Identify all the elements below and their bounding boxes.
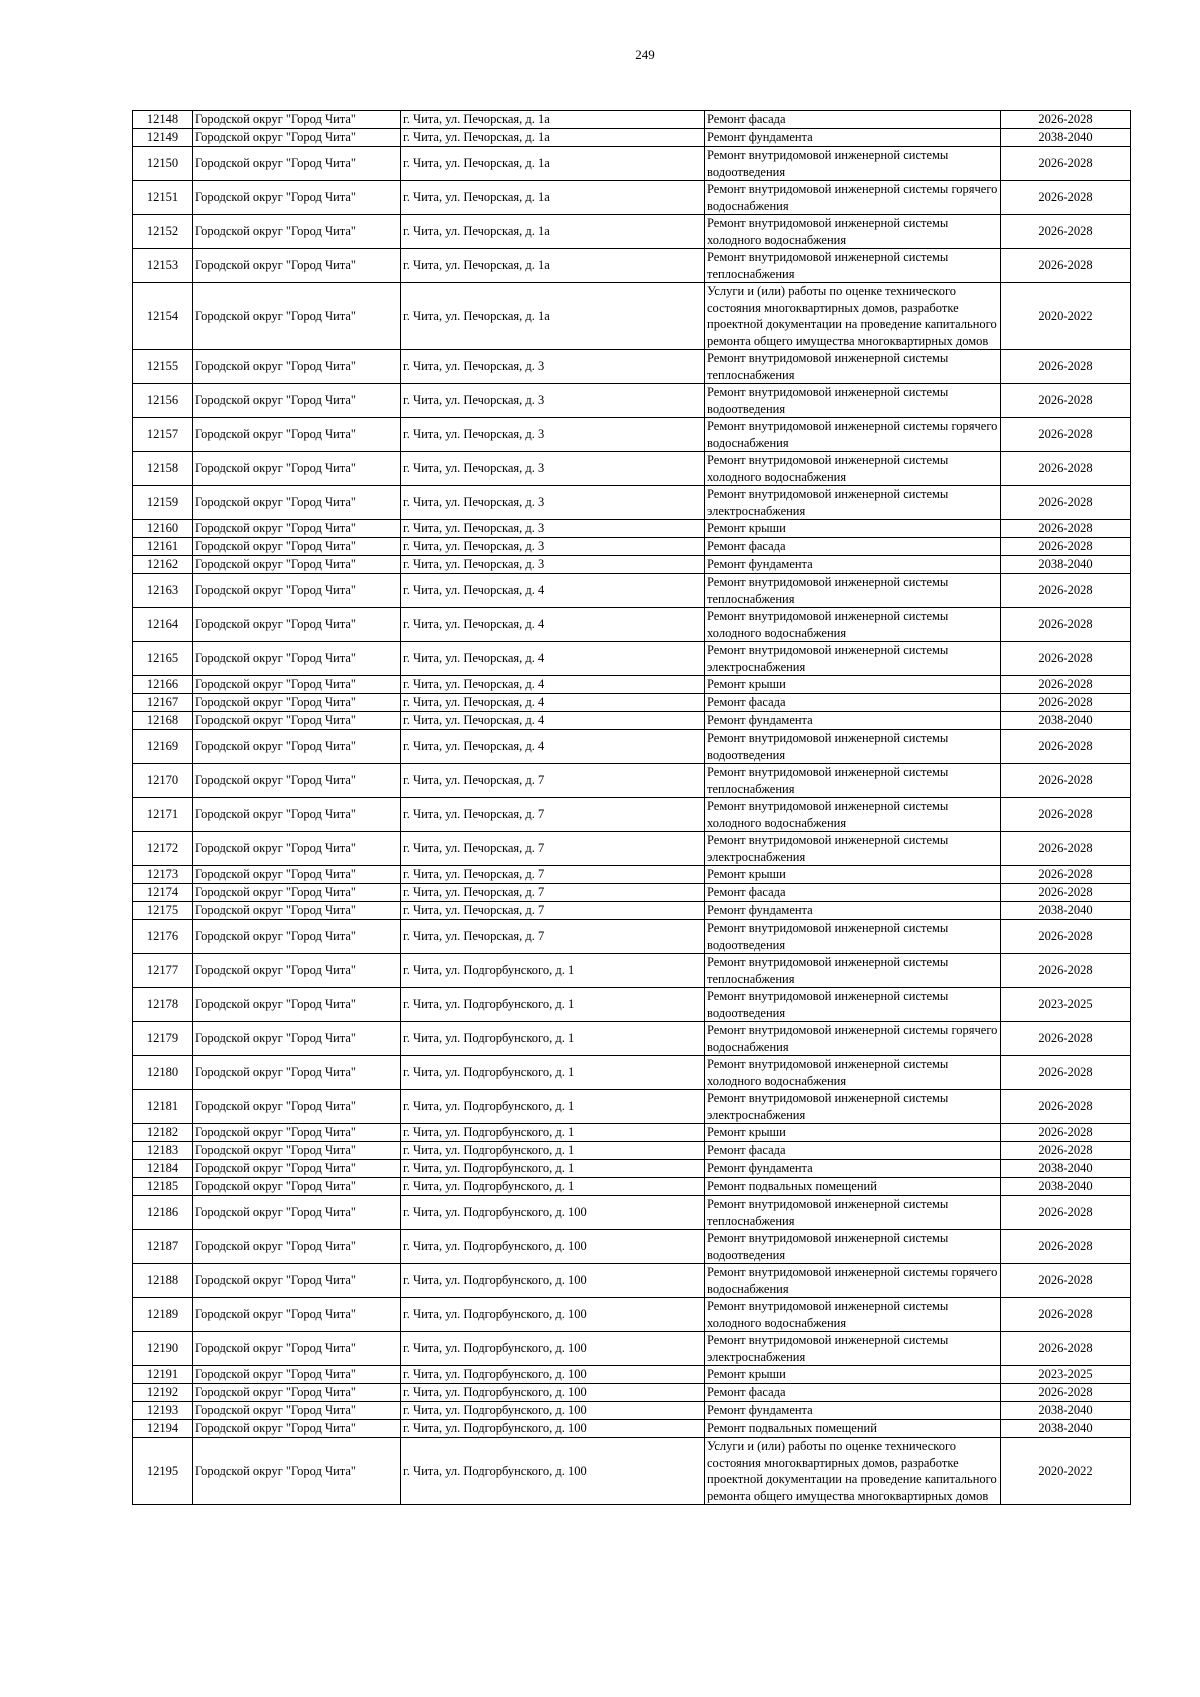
address-cell: г. Чита, ул. Подгорбунского, д. 1 xyxy=(401,1124,705,1142)
municipality-cell: Городской округ "Город Чита" xyxy=(193,642,401,676)
work-type-cell: Ремонт внутридомовой инженерной системы водоотведения xyxy=(705,1230,1001,1264)
table-row xyxy=(133,350,1131,384)
row-number-cell: 12187 xyxy=(133,1230,193,1264)
table-row xyxy=(133,1056,1131,1090)
address-cell: г. Чита, ул. Подгорбунского, д. 1 xyxy=(401,1022,705,1056)
period-cell: 2026-2028 xyxy=(1001,1142,1131,1160)
work-type-cell: Ремонт внутридомовой инженерной системы электроснабжения xyxy=(705,1332,1001,1366)
register-table xyxy=(132,110,1131,1505)
address-cell: г. Чита, ул. Печорская, д. 7 xyxy=(401,884,705,902)
row-number-cell: 12181 xyxy=(133,1090,193,1124)
municipality-cell: Городской округ "Город Чита" xyxy=(193,1142,401,1160)
period-cell: 2026-2028 xyxy=(1001,1022,1131,1056)
municipality-cell: Городской округ "Город Чита" xyxy=(193,129,401,147)
municipality-cell: Городской округ "Город Чита" xyxy=(193,988,401,1022)
table-row xyxy=(133,1230,1131,1264)
address-cell: г. Чита, ул. Подгорбунского, д. 100 xyxy=(401,1366,705,1384)
municipality-cell: Городской округ "Город Чита" xyxy=(193,866,401,884)
row-number-cell: 12154 xyxy=(133,283,193,350)
work-type-cell: Ремонт подвальных помещений xyxy=(705,1178,1001,1196)
row-number-cell: 12160 xyxy=(133,520,193,538)
municipality-cell: Городской округ "Город Чита" xyxy=(193,902,401,920)
period-cell: 2023-2025 xyxy=(1001,988,1131,1022)
address-cell: г. Чита, ул. Печорская, д. 7 xyxy=(401,920,705,954)
address-cell: г. Чита, ул. Подгорбунского, д. 1 xyxy=(401,1090,705,1124)
period-cell: 2038-2040 xyxy=(1001,1178,1131,1196)
row-number-cell: 12150 xyxy=(133,147,193,181)
period-cell: 2026-2028 xyxy=(1001,694,1131,712)
period-cell: 2026-2028 xyxy=(1001,384,1131,418)
row-number-cell: 12151 xyxy=(133,181,193,215)
work-type-cell: Ремонт внутридомовой инженерной системы теплоснабжения xyxy=(705,954,1001,988)
work-type-cell: Ремонт внутридомовой инженерной системы электроснабжения xyxy=(705,832,1001,866)
address-cell: г. Чита, ул. Подгорбунского, д. 100 xyxy=(401,1332,705,1366)
address-cell: г. Чита, ул. Печорская, д. 3 xyxy=(401,452,705,486)
period-cell: 2026-2028 xyxy=(1001,1332,1131,1366)
address-cell: г. Чита, ул. Подгорбунского, д. 100 xyxy=(401,1196,705,1230)
municipality-cell: Городской округ "Город Чита" xyxy=(193,574,401,608)
municipality-cell: Городской округ "Город Чита" xyxy=(193,764,401,798)
table-row xyxy=(133,988,1131,1022)
table-row xyxy=(133,1022,1131,1056)
period-cell: 2026-2028 xyxy=(1001,608,1131,642)
period-cell: 2026-2028 xyxy=(1001,1056,1131,1090)
table-row xyxy=(133,249,1131,283)
period-cell: 2026-2028 xyxy=(1001,1090,1131,1124)
period-cell: 2026-2028 xyxy=(1001,249,1131,283)
address-cell: г. Чита, ул. Подгорбунского, д. 1 xyxy=(401,1056,705,1090)
period-cell: 2026-2028 xyxy=(1001,866,1131,884)
work-type-cell: Ремонт внутридомовой инженерной системы водоотведения xyxy=(705,988,1001,1022)
period-cell: 2026-2028 xyxy=(1001,832,1131,866)
address-cell: г. Чита, ул. Печорская, д. 4 xyxy=(401,574,705,608)
work-type-cell: Ремонт внутридомовой инженерной системы холодного водоснабжения xyxy=(705,215,1001,249)
municipality-cell: Городской округ "Город Чита" xyxy=(193,418,401,452)
period-cell: 2026-2028 xyxy=(1001,730,1131,764)
row-number-cell: 12167 xyxy=(133,694,193,712)
table-row xyxy=(133,608,1131,642)
row-number-cell: 12170 xyxy=(133,764,193,798)
address-cell: г. Чита, ул. Подгорбунского, д. 100 xyxy=(401,1438,705,1505)
table-row xyxy=(133,1438,1131,1505)
row-number-cell: 12180 xyxy=(133,1056,193,1090)
table-row xyxy=(133,283,1131,350)
period-cell: 2026-2028 xyxy=(1001,1298,1131,1332)
municipality-cell: Городской округ "Город Чита" xyxy=(193,1178,401,1196)
work-type-cell: Ремонт внутридомовой инженерной системы холодного водоснабжения xyxy=(705,1298,1001,1332)
municipality-cell: Городской округ "Город Чита" xyxy=(193,1264,401,1298)
address-cell: г. Чита, ул. Подгорбунского, д. 1 xyxy=(401,954,705,988)
work-type-cell: Ремонт крыши xyxy=(705,866,1001,884)
work-type-cell: Ремонт крыши xyxy=(705,520,1001,538)
table-row xyxy=(133,215,1131,249)
work-type-cell: Ремонт фундамента xyxy=(705,1160,1001,1178)
work-type-cell: Ремонт внутридомовой инженерной системы водоотведения xyxy=(705,920,1001,954)
table-row xyxy=(133,694,1131,712)
work-type-cell: Ремонт внутридомовой инженерной системы теплоснабжения xyxy=(705,350,1001,384)
municipality-cell: Городской округ "Город Чита" xyxy=(193,1160,401,1178)
work-type-cell: Ремонт фасада xyxy=(705,538,1001,556)
row-number-cell: 12178 xyxy=(133,988,193,1022)
table-row xyxy=(133,1402,1131,1420)
work-type-cell: Ремонт внутридомовой инженерной системы горячего водоснабжения xyxy=(705,1022,1001,1056)
address-cell: г. Чита, ул. Печорская, д. 4 xyxy=(401,642,705,676)
work-type-cell: Услуги и (или) работы по оценке технического состояния многоквартирных домов, разработке проектной документации на проведение капитального ремонта общего имущества многоквартирных домов xyxy=(705,1438,1001,1505)
table-row xyxy=(133,676,1131,694)
table-row xyxy=(133,181,1131,215)
table-row xyxy=(133,520,1131,538)
period-cell: 2026-2028 xyxy=(1001,1230,1131,1264)
work-type-cell: Ремонт внутридомовой инженерной системы холодного водоснабжения xyxy=(705,798,1001,832)
address-cell: г. Чита, ул. Подгорбунского, д. 1 xyxy=(401,988,705,1022)
municipality-cell: Городской округ "Город Чита" xyxy=(193,249,401,283)
table-row xyxy=(133,832,1131,866)
row-number-cell: 12148 xyxy=(133,111,193,129)
row-number-cell: 12156 xyxy=(133,384,193,418)
municipality-cell: Городской округ "Город Чита" xyxy=(193,1298,401,1332)
row-number-cell: 12176 xyxy=(133,920,193,954)
table-row xyxy=(133,1196,1131,1230)
table-row xyxy=(133,712,1131,730)
address-cell: г. Чита, ул. Подгорбунского, д. 100 xyxy=(401,1402,705,1420)
row-number-cell: 12174 xyxy=(133,884,193,902)
table-row xyxy=(133,730,1131,764)
work-type-cell: Ремонт внутридомовой инженерной системы теплоснабжения xyxy=(705,249,1001,283)
period-cell: 2026-2028 xyxy=(1001,764,1131,798)
address-cell: г. Чита, ул. Подгорбунского, д. 100 xyxy=(401,1384,705,1402)
municipality-cell: Городской округ "Город Чита" xyxy=(193,1090,401,1124)
municipality-cell: Городской округ "Город Чита" xyxy=(193,954,401,988)
table-row xyxy=(133,418,1131,452)
work-type-cell: Ремонт внутридомовой инженерной системы горячего водоснабжения xyxy=(705,1264,1001,1298)
municipality-cell: Городской округ "Город Чита" xyxy=(193,1366,401,1384)
address-cell: г. Чита, ул. Печорская, д. 7 xyxy=(401,866,705,884)
row-number-cell: 12183 xyxy=(133,1142,193,1160)
row-number-cell: 12189 xyxy=(133,1298,193,1332)
work-type-cell: Ремонт фундамента xyxy=(705,129,1001,147)
table-row xyxy=(133,1124,1131,1142)
row-number-cell: 12168 xyxy=(133,712,193,730)
row-number-cell: 12169 xyxy=(133,730,193,764)
municipality-cell: Городской округ "Город Чита" xyxy=(193,832,401,866)
municipality-cell: Городской округ "Город Чита" xyxy=(193,1056,401,1090)
work-type-cell: Ремонт фасада xyxy=(705,111,1001,129)
period-cell: 2026-2028 xyxy=(1001,147,1131,181)
address-cell: г. Чита, ул. Печорская, д. 3 xyxy=(401,350,705,384)
row-number-cell: 12152 xyxy=(133,215,193,249)
period-cell: 2038-2040 xyxy=(1001,129,1131,147)
municipality-cell: Городской округ "Город Чита" xyxy=(193,920,401,954)
address-cell: г. Чита, ул. Печорская, д. 7 xyxy=(401,798,705,832)
municipality-cell: Городской округ "Город Чита" xyxy=(193,350,401,384)
row-number-cell: 12191 xyxy=(133,1366,193,1384)
work-type-cell: Ремонт подвальных помещений xyxy=(705,1420,1001,1438)
row-number-cell: 12192 xyxy=(133,1384,193,1402)
row-number-cell: 12172 xyxy=(133,832,193,866)
row-number-cell: 12179 xyxy=(133,1022,193,1056)
work-type-cell: Ремонт внутридомовой инженерной системы электроснабжения xyxy=(705,1090,1001,1124)
address-cell: г. Чита, ул. Печорская, д. 4 xyxy=(401,676,705,694)
work-type-cell: Ремонт фундамента xyxy=(705,556,1001,574)
period-cell: 2026-2028 xyxy=(1001,350,1131,384)
address-cell: г. Чита, ул. Печорская, д. 4 xyxy=(401,712,705,730)
address-cell: г. Чита, ул. Печорская, д. 4 xyxy=(401,694,705,712)
table-row xyxy=(133,147,1131,181)
municipality-cell: Городской округ "Город Чита" xyxy=(193,452,401,486)
work-type-cell: Ремонт фасада xyxy=(705,694,1001,712)
row-number-cell: 12165 xyxy=(133,642,193,676)
municipality-cell: Городской округ "Город Чита" xyxy=(193,384,401,418)
row-number-cell: 12188 xyxy=(133,1264,193,1298)
row-number-cell: 12190 xyxy=(133,1332,193,1366)
period-cell: 2038-2040 xyxy=(1001,1160,1131,1178)
municipality-cell: Городской округ "Город Чита" xyxy=(193,1438,401,1505)
address-cell: г. Чита, ул. Печорская, д. 3 xyxy=(401,520,705,538)
row-number-cell: 12194 xyxy=(133,1420,193,1438)
row-number-cell: 12195 xyxy=(133,1438,193,1505)
period-cell: 2026-2028 xyxy=(1001,1196,1131,1230)
address-cell: г. Чита, ул. Печорская, д. 3 xyxy=(401,486,705,520)
work-type-cell: Ремонт внутридомовой инженерной системы горячего водоснабжения xyxy=(705,418,1001,452)
address-cell: г. Чита, ул. Печорская, д. 4 xyxy=(401,730,705,764)
address-cell: г. Чита, ул. Подгорбунского, д. 1 xyxy=(401,1160,705,1178)
row-number-cell: 12175 xyxy=(133,902,193,920)
table-row xyxy=(133,954,1131,988)
period-cell: 2026-2028 xyxy=(1001,111,1131,129)
period-cell: 2026-2028 xyxy=(1001,418,1131,452)
period-cell: 2038-2040 xyxy=(1001,1420,1131,1438)
table-row xyxy=(133,1142,1131,1160)
municipality-cell: Городской округ "Город Чита" xyxy=(193,556,401,574)
table-row xyxy=(133,556,1131,574)
period-cell: 2026-2028 xyxy=(1001,520,1131,538)
table-row xyxy=(133,538,1131,556)
table-row xyxy=(133,111,1131,129)
address-cell: г. Чита, ул. Печорская, д. 4 xyxy=(401,608,705,642)
address-cell: г. Чита, ул. Печорская, д. 3 xyxy=(401,556,705,574)
municipality-cell: Городской округ "Город Чита" xyxy=(193,181,401,215)
municipality-cell: Городской округ "Город Чита" xyxy=(193,520,401,538)
table-row xyxy=(133,798,1131,832)
period-cell: 2038-2040 xyxy=(1001,712,1131,730)
municipality-cell: Городской округ "Город Чита" xyxy=(193,712,401,730)
municipality-cell: Городской округ "Город Чита" xyxy=(193,283,401,350)
municipality-cell: Городской округ "Город Чита" xyxy=(193,538,401,556)
row-number-cell: 12159 xyxy=(133,486,193,520)
municipality-cell: Городской округ "Город Чита" xyxy=(193,694,401,712)
municipality-cell: Городской округ "Город Чита" xyxy=(193,798,401,832)
period-cell: 2020-2022 xyxy=(1001,283,1131,350)
work-type-cell: Ремонт фасада xyxy=(705,884,1001,902)
table-row xyxy=(133,1264,1131,1298)
period-cell: 2038-2040 xyxy=(1001,1402,1131,1420)
table-row xyxy=(133,1298,1131,1332)
table-row xyxy=(133,642,1131,676)
address-cell: г. Чита, ул. Печорская, д. 3 xyxy=(401,384,705,418)
municipality-cell: Городской округ "Город Чита" xyxy=(193,215,401,249)
table-row xyxy=(133,486,1131,520)
row-number-cell: 12158 xyxy=(133,452,193,486)
work-type-cell: Ремонт крыши xyxy=(705,1124,1001,1142)
period-cell: 2026-2028 xyxy=(1001,486,1131,520)
row-number-cell: 12184 xyxy=(133,1160,193,1178)
period-cell: 2026-2028 xyxy=(1001,574,1131,608)
address-cell: г. Чита, ул. Печорская, д. 1а xyxy=(401,147,705,181)
period-cell: 2020-2022 xyxy=(1001,1438,1131,1505)
municipality-cell: Городской округ "Город Чита" xyxy=(193,1022,401,1056)
work-type-cell: Ремонт внутридомовой инженерной системы электроснабжения xyxy=(705,486,1001,520)
work-type-cell: Ремонт внутридомовой инженерной системы холодного водоснабжения xyxy=(705,608,1001,642)
municipality-cell: Городской округ "Город Чита" xyxy=(193,1196,401,1230)
municipality-cell: Городской округ "Город Чита" xyxy=(193,1384,401,1402)
work-type-cell: Ремонт фасада xyxy=(705,1142,1001,1160)
address-cell: г. Чита, ул. Печорская, д. 1а xyxy=(401,215,705,249)
work-type-cell: Ремонт внутридомовой инженерной системы водоотведения xyxy=(705,147,1001,181)
period-cell: 2026-2028 xyxy=(1001,676,1131,694)
period-cell: 2026-2028 xyxy=(1001,642,1131,676)
row-number-cell: 12166 xyxy=(133,676,193,694)
period-cell: 2026-2028 xyxy=(1001,1124,1131,1142)
page-number: 249 xyxy=(635,47,655,62)
work-type-cell: Ремонт внутридомовой инженерной системы водоотведения xyxy=(705,384,1001,418)
row-number-cell: 12155 xyxy=(133,350,193,384)
row-number-cell: 12161 xyxy=(133,538,193,556)
work-type-cell: Ремонт внутридомовой инженерной системы электроснабжения xyxy=(705,642,1001,676)
table-row xyxy=(133,574,1131,608)
row-number-cell: 12177 xyxy=(133,954,193,988)
table-row xyxy=(133,902,1131,920)
table-row xyxy=(133,866,1131,884)
row-number-cell: 12162 xyxy=(133,556,193,574)
municipality-cell: Городской округ "Город Чита" xyxy=(193,884,401,902)
work-type-cell: Ремонт фундамента xyxy=(705,902,1001,920)
table-row xyxy=(133,920,1131,954)
table-row xyxy=(133,129,1131,147)
address-cell: г. Чита, ул. Подгорбунского, д. 100 xyxy=(401,1264,705,1298)
table-row xyxy=(133,1160,1131,1178)
period-cell: 2026-2028 xyxy=(1001,920,1131,954)
row-number-cell: 12173 xyxy=(133,866,193,884)
address-cell: г. Чита, ул. Печорская, д. 3 xyxy=(401,418,705,452)
work-type-cell: Услуги и (или) работы по оценке технического состояния многоквартирных домов, разработке проектной документации на проведение капитального ремонта общего имущества многоквартирных домов xyxy=(705,283,1001,350)
period-cell: 2026-2028 xyxy=(1001,798,1131,832)
address-cell: г. Чита, ул. Печорская, д. 7 xyxy=(401,902,705,920)
address-cell: г. Чита, ул. Подгорбунского, д. 1 xyxy=(401,1142,705,1160)
address-cell: г. Чита, ул. Подгорбунского, д. 100 xyxy=(401,1420,705,1438)
table-row xyxy=(133,1384,1131,1402)
address-cell: г. Чита, ул. Печорская, д. 1а xyxy=(401,283,705,350)
table-row xyxy=(133,1090,1131,1124)
period-cell: 2023-2025 xyxy=(1001,1366,1131,1384)
row-number-cell: 12193 xyxy=(133,1402,193,1420)
municipality-cell: Городской округ "Город Чита" xyxy=(193,608,401,642)
work-type-cell: Ремонт внутридомовой инженерной системы теплоснабжения xyxy=(705,1196,1001,1230)
work-type-cell: Ремонт внутридомовой инженерной системы теплоснабжения xyxy=(705,764,1001,798)
table-row xyxy=(133,1366,1131,1384)
address-cell: г. Чита, ул. Печорская, д. 1а xyxy=(401,111,705,129)
table-row xyxy=(133,884,1131,902)
row-number-cell: 12153 xyxy=(133,249,193,283)
period-cell: 2026-2028 xyxy=(1001,452,1131,486)
table-row xyxy=(133,764,1131,798)
work-type-cell: Ремонт внутридомовой инженерной системы теплоснабжения xyxy=(705,574,1001,608)
row-number-cell: 12171 xyxy=(133,798,193,832)
municipality-cell: Городской округ "Город Чита" xyxy=(193,730,401,764)
period-cell: 2026-2028 xyxy=(1001,884,1131,902)
period-cell: 2026-2028 xyxy=(1001,538,1131,556)
table-row xyxy=(133,1178,1131,1196)
row-number-cell: 12164 xyxy=(133,608,193,642)
municipality-cell: Городской округ "Город Чита" xyxy=(193,676,401,694)
period-cell: 2038-2040 xyxy=(1001,902,1131,920)
municipality-cell: Городской округ "Город Чита" xyxy=(193,1332,401,1366)
row-number-cell: 12186 xyxy=(133,1196,193,1230)
address-cell: г. Чита, ул. Печорская, д. 1а xyxy=(401,249,705,283)
address-cell: г. Чита, ул. Подгорбунского, д. 100 xyxy=(401,1298,705,1332)
work-type-cell: Ремонт фундамента xyxy=(705,712,1001,730)
work-type-cell: Ремонт внутридомовой инженерной системы горячего водоснабжения xyxy=(705,181,1001,215)
row-number-cell: 12157 xyxy=(133,418,193,452)
municipality-cell: Городской округ "Город Чита" xyxy=(193,1420,401,1438)
municipality-cell: Городской округ "Город Чита" xyxy=(193,111,401,129)
period-cell: 2026-2028 xyxy=(1001,181,1131,215)
row-number-cell: 12185 xyxy=(133,1178,193,1196)
row-number-cell: 12149 xyxy=(133,129,193,147)
work-type-cell: Ремонт внутридомовой инженерной системы холодного водоснабжения xyxy=(705,1056,1001,1090)
work-type-cell: Ремонт фундамента xyxy=(705,1402,1001,1420)
work-type-cell: Ремонт внутридомовой инженерной системы водоотведения xyxy=(705,730,1001,764)
table-row xyxy=(133,1332,1131,1366)
municipality-cell: Городской округ "Город Чита" xyxy=(193,147,401,181)
work-type-cell: Ремонт внутридомовой инженерной системы холодного водоснабжения xyxy=(705,452,1001,486)
address-cell: г. Чита, ул. Печорская, д. 7 xyxy=(401,764,705,798)
period-cell: 2026-2028 xyxy=(1001,1264,1131,1298)
address-cell: г. Чита, ул. Подгорбунского, д. 1 xyxy=(401,1178,705,1196)
period-cell: 2026-2028 xyxy=(1001,215,1131,249)
period-cell: 2026-2028 xyxy=(1001,1384,1131,1402)
municipality-cell: Городской округ "Город Чита" xyxy=(193,1124,401,1142)
register-table-body xyxy=(133,111,1131,1505)
row-number-cell: 12182 xyxy=(133,1124,193,1142)
table-row xyxy=(133,384,1131,418)
address-cell: г. Чита, ул. Печорская, д. 3 xyxy=(401,538,705,556)
work-type-cell: Ремонт фасада xyxy=(705,1384,1001,1402)
work-type-cell: Ремонт крыши xyxy=(705,1366,1001,1384)
table-row xyxy=(133,1420,1131,1438)
row-number-cell: 12163 xyxy=(133,574,193,608)
municipality-cell: Городской округ "Город Чита" xyxy=(193,486,401,520)
address-cell: г. Чита, ул. Печорская, д. 1а xyxy=(401,129,705,147)
period-cell: 2026-2028 xyxy=(1001,954,1131,988)
municipality-cell: Городской округ "Город Чита" xyxy=(193,1402,401,1420)
address-cell: г. Чита, ул. Печорская, д. 7 xyxy=(401,832,705,866)
work-type-cell: Ремонт крыши xyxy=(705,676,1001,694)
period-cell: 2038-2040 xyxy=(1001,556,1131,574)
address-cell: г. Чита, ул. Подгорбунского, д. 100 xyxy=(401,1230,705,1264)
municipality-cell: Городской округ "Город Чита" xyxy=(193,1230,401,1264)
address-cell: г. Чита, ул. Печорская, д. 1а xyxy=(401,181,705,215)
table-row xyxy=(133,452,1131,486)
